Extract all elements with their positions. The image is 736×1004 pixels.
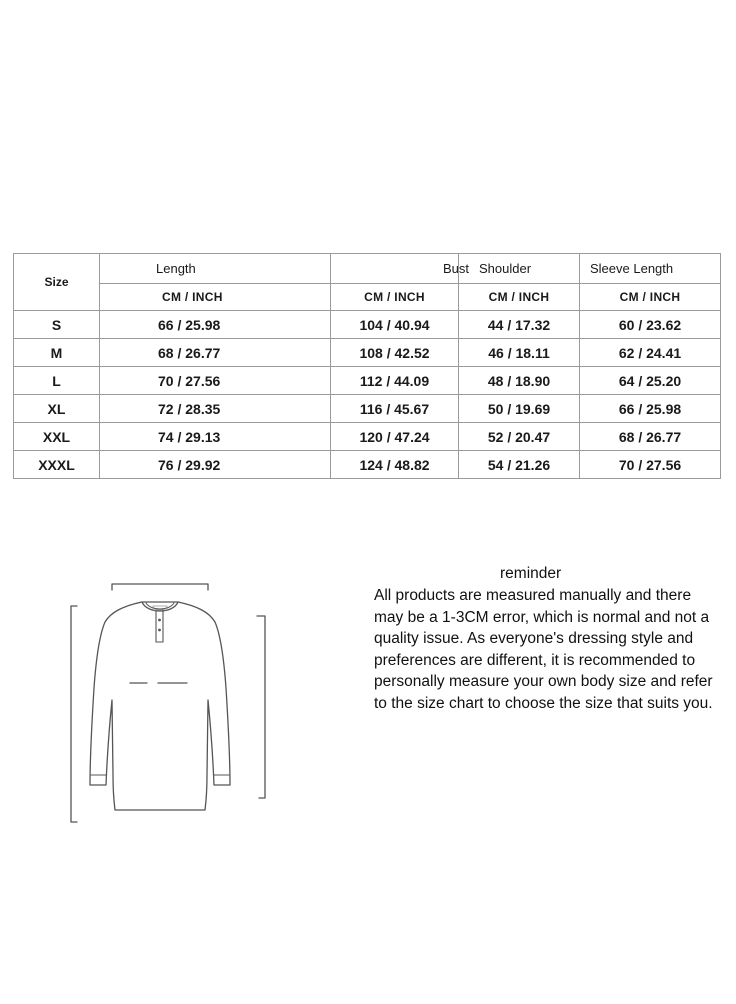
- size-header-label: Size: [44, 275, 69, 289]
- shirt-placket: [156, 610, 163, 642]
- table-row: [14, 311, 721, 339]
- shoulder-value: 54 / 21.26: [459, 451, 580, 479]
- shoulder-unit-header: CM / INCH: [459, 284, 580, 311]
- sleeve-length-header-label: Sleeve Length: [590, 261, 674, 276]
- bust-value: 108 / 42.52: [331, 339, 459, 367]
- size-label: XXXL: [14, 451, 100, 479]
- shoulder-header-label: Shoulder: [479, 261, 532, 276]
- length-value: 66 / 25.98: [100, 311, 331, 339]
- length-value: 74 / 29.13: [100, 423, 331, 451]
- bust-value: 120 / 47.24: [331, 423, 459, 451]
- reminder-body: All products are measured manually and there may be a 1-3CM error, which is normal and not a quality issue. As everyone's dressing style and preferences are different, it is recommended to personally measure your own body size and refer to the size chart to choose the size that suits you.: [374, 587, 713, 712]
- sleeve-length-value: 60 / 23.62: [580, 311, 721, 339]
- size-chart-table: [13, 253, 721, 479]
- table-row: [14, 367, 721, 395]
- size-label: M: [14, 339, 100, 367]
- shirt-outline: [90, 602, 230, 810]
- size-column-header: [14, 254, 100, 311]
- sleeve-length-value: 70 / 27.56: [580, 451, 721, 479]
- length-value: 76 / 29.92: [100, 451, 331, 479]
- sleeve-measure-line: [257, 616, 265, 798]
- table-row: [14, 423, 721, 451]
- size-label: S: [14, 311, 100, 339]
- sleeve-length-column-header: [580, 254, 721, 284]
- bust-column-header: [331, 254, 470, 284]
- table-row: [14, 451, 721, 479]
- shoulder-value: 50 / 19.69: [459, 395, 580, 423]
- shoulder-value: 48 / 18.90: [459, 367, 580, 395]
- sleeve-length-unit-header: CM / INCH: [580, 284, 721, 311]
- size-label: L: [14, 367, 100, 395]
- bust-unit-header: CM / INCH: [331, 284, 459, 311]
- length-header-label: Length: [156, 261, 196, 276]
- table-header-row: [14, 254, 721, 284]
- bust-value: 112 / 44.09: [331, 367, 459, 395]
- length-value: 72 / 28.35: [100, 395, 331, 423]
- size-label: XXL: [14, 423, 100, 451]
- length-value: 68 / 26.77: [100, 339, 331, 367]
- shoulder-column-header: [459, 254, 580, 284]
- length-column-header: [100, 254, 331, 284]
- bust-value: 104 / 40.94: [331, 311, 459, 339]
- table-row: [14, 395, 721, 423]
- length-unit-header: CM / INCH: [100, 284, 331, 311]
- shoulder-value: 44 / 17.32: [459, 311, 580, 339]
- unit-header-row: [14, 284, 721, 311]
- length-value: 70 / 27.56: [100, 367, 331, 395]
- sleeve-length-value: 66 / 25.98: [580, 395, 721, 423]
- bust-value: 124 / 48.82: [331, 451, 459, 479]
- placket-buttons: [158, 619, 161, 632]
- shoulder-measure-line: [112, 584, 208, 590]
- bust-value: 116 / 45.67: [331, 395, 459, 423]
- bust-header-label: Bust: [443, 261, 470, 276]
- table-row: [14, 339, 721, 367]
- long-sleeve-henley-shirt-icon: [55, 570, 295, 830]
- sleeve-length-value: 68 / 26.77: [580, 423, 721, 451]
- shoulder-value: 52 / 20.47: [459, 423, 580, 451]
- shoulder-value: 46 / 18.11: [459, 339, 580, 367]
- sleeve-length-value: 62 / 24.41: [580, 339, 721, 367]
- length-measure-line: [71, 606, 77, 822]
- sleeve-length-value: 64 / 25.20: [580, 367, 721, 395]
- size-label: XL: [14, 395, 100, 423]
- reminder-title: reminder: [500, 565, 562, 582]
